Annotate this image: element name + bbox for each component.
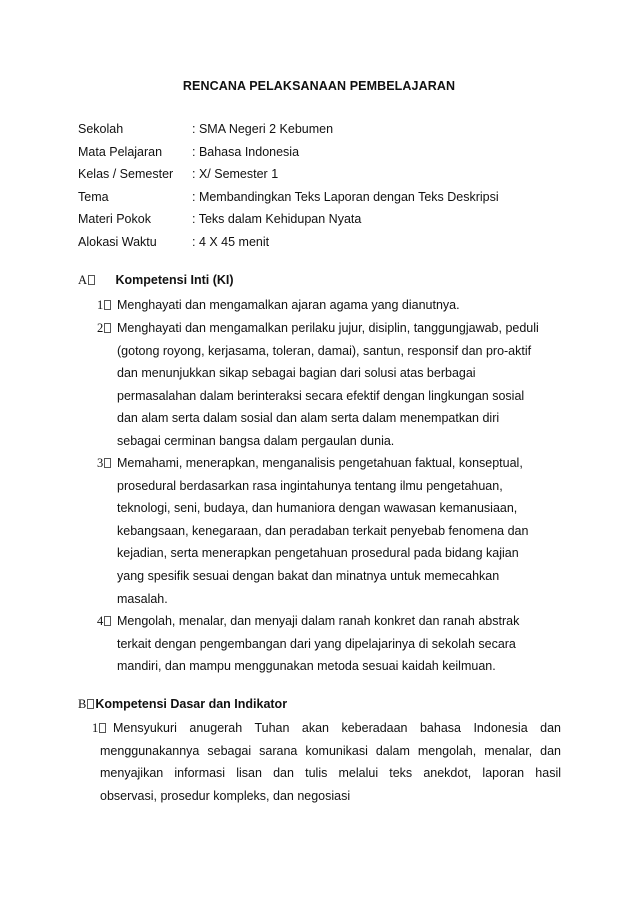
text-line: teknologi, seni, budaya, dan humaniora dengan wawasan kemanusiaan, bbox=[117, 501, 518, 516]
list-number bbox=[97, 317, 112, 340]
list-number-text: 3 bbox=[97, 456, 104, 470]
text-line: menyajikan informasi lisan dan tulis melalui teks anekdot, laporan hasil bbox=[100, 766, 561, 781]
text-line: sebagai cerminan bangsa dalam pergaulan dunia. bbox=[117, 433, 395, 448]
text-line: prosedural berdasarkan rasa ingintahunya tentang ilmu pengetahuan, bbox=[117, 478, 503, 493]
identity-value: : X/ Semester 1 bbox=[192, 167, 279, 182]
missing-glyph-icon bbox=[104, 323, 111, 333]
text-line: dan alam serta dalam sosial dan alam serta dalam menempatkan diri bbox=[117, 411, 500, 426]
identity-label: Materi Pokok bbox=[78, 212, 151, 227]
text-line: mandiri, dan mampu menggunakan metoda sesuai kaidah keilmuan. bbox=[117, 659, 496, 674]
section-b-title: Kompetensi Dasar dan Indikator bbox=[95, 697, 288, 711]
missing-glyph-icon bbox=[87, 699, 94, 709]
ki-item-1 bbox=[97, 294, 567, 317]
kd-item-1 bbox=[92, 717, 561, 807]
identity-label: Sekolah bbox=[78, 122, 124, 136]
text-line: masalah. bbox=[117, 591, 168, 606]
list-number-text: 1 bbox=[97, 298, 104, 312]
section-letter: A bbox=[78, 273, 88, 287]
identity-row-sekolah bbox=[78, 122, 499, 145]
identity-value: : Teks dalam Kehidupan Nyata bbox=[192, 212, 362, 227]
identity-row-materi-pokok bbox=[78, 212, 499, 235]
ki-item-text bbox=[97, 294, 567, 317]
ki-item-text bbox=[97, 610, 567, 678]
list-number bbox=[97, 610, 112, 633]
text-line: (gotong royong, kerjasama, toleran, damai), santun, responsif dan pro-aktif bbox=[117, 343, 532, 358]
identity-table bbox=[78, 122, 499, 258]
identity-label: Alokasi Waktu bbox=[78, 234, 157, 249]
list-number-text: 4 bbox=[97, 614, 104, 628]
identity-row-kelas-semester bbox=[78, 167, 499, 190]
text-line: Menghayati dan mengamalkan perilaku jujur, disiplin, tanggungjawab, peduli bbox=[117, 321, 539, 335]
identity-label: Kelas / Semester bbox=[78, 167, 174, 182]
text-line: observasi, prosedur kompleks, dan negosiasi bbox=[100, 788, 351, 803]
identity-value: : Membandingkan Teks Laporan dengan Teks Deskripsi bbox=[192, 189, 499, 204]
identity-value: : SMA Negeri 2 Kebumen bbox=[192, 122, 334, 136]
text-line: Mensyukuri anugerah Tuhan akan keberadaan bahasa Indonesia dan bbox=[113, 721, 561, 735]
kd-item-text bbox=[92, 717, 561, 807]
identity-label: Tema bbox=[78, 189, 109, 204]
text-line: kebangsaan, kenegaraan, dan peradaban terkait penyebab fenomena dan bbox=[117, 523, 529, 538]
ki-item-4 bbox=[97, 610, 567, 678]
identity-row-tema bbox=[78, 190, 499, 213]
text-line: dan menunjukkan sikap sebagai bagian dari solusi atas berbagai bbox=[117, 366, 476, 381]
missing-glyph-icon bbox=[104, 616, 111, 626]
identity-label: Mata Pelajaran bbox=[78, 144, 163, 159]
text-line: Memahami, menerapkan, menganalisis pengetahuan faktual, konseptual, bbox=[117, 456, 523, 470]
list-number bbox=[97, 452, 112, 475]
list-number-text: 1 bbox=[92, 721, 99, 735]
missing-glyph-icon bbox=[104, 300, 111, 310]
list-number bbox=[97, 294, 112, 317]
ki-item-3 bbox=[97, 452, 567, 610]
text-line: Mengolah, menalar, dan menyaji dalam ranah konkret dan ranah abstrak bbox=[117, 614, 520, 628]
section-a-title: Kompetensi Inti (KI) bbox=[115, 273, 234, 287]
text-line: kejadian, serta menerapkan pengetahuan prosedural pada bidang kajian bbox=[117, 546, 519, 561]
list-number-text: 2 bbox=[97, 321, 104, 335]
identity-value: : 4 X 45 menit bbox=[192, 234, 270, 249]
ki-item-text bbox=[97, 317, 567, 453]
section-b-heading bbox=[78, 697, 287, 712]
missing-glyph-icon bbox=[104, 458, 111, 468]
text-line: menggunakannya sebagai sarana komunikasi dalam mengolah, menalar, dan bbox=[100, 743, 561, 758]
ki-item-2 bbox=[97, 317, 567, 453]
text-line: Menghayati dan mengamalkan ajaran agama yang dianutnya. bbox=[117, 298, 460, 312]
section-a-heading bbox=[78, 273, 234, 288]
identity-row-alokasi-waktu bbox=[78, 235, 499, 258]
text-line: terkait dengan pengembangan dari yang dipelajarinya di sekolah secara bbox=[117, 636, 516, 651]
missing-glyph-icon bbox=[88, 275, 95, 285]
identity-row-mata-pelajaran bbox=[78, 145, 499, 168]
list-number bbox=[92, 717, 107, 740]
text-line: yang spesifik sesuai dengan bakat dan minatnya untuk memecahkan bbox=[117, 568, 500, 583]
identity-value: : Bahasa Indonesia bbox=[192, 144, 300, 159]
page-title: RENCANA PELAKSANAAN PEMBELAJARAN bbox=[182, 79, 456, 93]
ki-item-text bbox=[97, 452, 567, 610]
missing-glyph-icon bbox=[99, 723, 106, 733]
text-line: permasalahan dalam berinteraksi secara efektif dengan lingkungan sosial bbox=[117, 388, 525, 403]
section-letter: B bbox=[78, 697, 87, 711]
